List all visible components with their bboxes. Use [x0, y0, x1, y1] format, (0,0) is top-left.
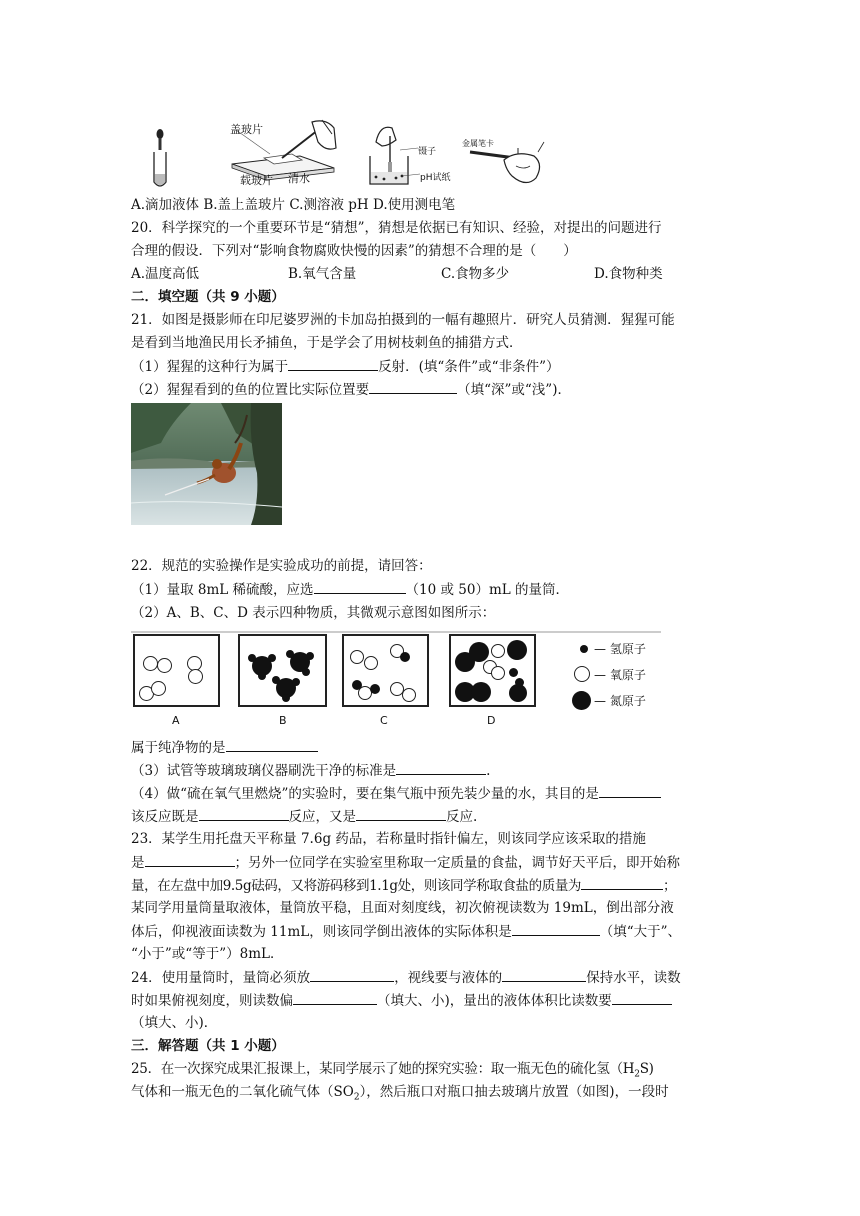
box-d	[449, 634, 536, 707]
box-d-label: D	[487, 714, 496, 727]
q20-stem-line2: 合理的假设．下列对“影响食物腐败快慢的因素”的猜想不合理的是（ ）	[131, 243, 577, 259]
q23-blank-1	[145, 852, 235, 867]
q21-stem-line1: 21．如图是摄影师在印尼婆罗洲的卡加岛拍摄到的一幅有趣照片．研究人员猜测．猩猩可能	[131, 312, 675, 328]
water-label: 清水	[288, 172, 310, 185]
q24-blank-4	[612, 990, 672, 1005]
dropper-test-tube-image	[148, 128, 172, 190]
q23-blank-3	[512, 921, 600, 936]
q22-blank-pure	[226, 737, 318, 752]
box-b-label: B	[279, 714, 287, 727]
q23-line5: 体后，仰视液面读数为 11mL，则该同学倒出液体的实际体积是 （填“大于”、	[131, 921, 681, 942]
box-a	[133, 634, 220, 707]
q20-option-b: B.氧气含量	[288, 266, 357, 282]
q23-line2: 是 ；另外一位同学在实验室里称取一定质量的食盐，调节好天平后，即开始称	[131, 852, 680, 873]
q24-blank-3	[293, 990, 377, 1005]
q22-part2: （2）A、B、C、D 表示四种物质，其微观示意图如图所示：	[131, 605, 496, 621]
q22-stem: 22．规范的实验操作是实验成功的前提，请回答：	[131, 558, 432, 574]
q22-blank-5	[199, 806, 289, 821]
ph-paper-label: pH试纸	[420, 173, 451, 183]
box-b	[238, 634, 327, 707]
q21-stem-line2: 是看到当地渔民用长矛捕鱼，于是学会了用树枝刺鱼的捕猎方式．	[131, 335, 523, 351]
q20-option-a: A.温度高低	[131, 266, 200, 282]
q22-blank-4	[599, 783, 661, 798]
legend-hydrogen: — 氢原子	[594, 642, 646, 656]
q21-part2: （2）猩猩看到的鱼的位置比实际位置要 （填“深”或“浅”)．	[131, 379, 571, 400]
legend-nitrogen: — 氮原子	[594, 694, 646, 708]
q23-line6: “小于”或“等于”）8mL．	[131, 946, 284, 962]
q24-blank-1	[310, 967, 394, 982]
oxygen-atom-legend-icon	[574, 666, 590, 682]
q21-blank-1	[288, 356, 378, 371]
q22-part1: （1）量取 8mL 稀硫酸，应选 （10 或 50）mL 的量筒．	[131, 579, 569, 600]
q22-blank-1	[314, 579, 406, 594]
q25-line2: 气体和一瓶无色的二氧化硫气体$(SO_2)$，然后瓶口对瓶口抽去玻璃片放置（如图)，一段时	[131, 1084, 669, 1103]
q19-options: A.滴加液体 B.盖上盖玻片 C.测溶液 pH D.使用测电笔	[131, 197, 456, 213]
legend-oxygen: — 氧原子	[594, 668, 646, 682]
q20-stem-line1: 20．科学探究的一个重要环节是“猜想”，猜想是依据已有知识、经验，对提出的问题进行	[131, 220, 662, 236]
q23-line4: 某同学用量筒量取液体，量筒放平稳，且面对刻度线，初次俯视读数为 19mL，倒出部分液	[131, 900, 674, 916]
q21-blank-2	[369, 379, 457, 394]
tweezers-label: 镊子	[418, 147, 437, 157]
q22-part4b: 该反应既是 反应，又是 反应.	[131, 806, 477, 827]
cover-slip-label: 盖玻片	[230, 123, 263, 136]
q22-blank-6	[356, 806, 446, 821]
q22-part4: （4）做“硫在氧气里燃烧”的实验时，要在集气瓶中预先装少量的水，其目的是	[131, 783, 661, 804]
q23-line3: 量，在左盘中加9.5g砝码，又将游码移到1.1g处，则该同学称取食盐的质量为 ；	[131, 875, 676, 896]
q24-line1: 24．使用量筒时，量筒必须放 ，视线要与液体的 保持水平，读数	[131, 967, 681, 988]
q20-option-d: D.食物种类	[594, 266, 663, 282]
q21-part1: （1）猩猩的这种行为属于 反射．(填“条件”或“非条件”）	[131, 356, 559, 377]
hydrogen-atom-legend-icon	[580, 645, 588, 653]
section-3-heading: 三．解答题（共 1 小题）	[131, 1038, 285, 1054]
q22-pure-substance: 属于纯净物的是	[131, 737, 318, 758]
box-c	[342, 634, 429, 707]
q24-line3: （填大、小)．	[131, 1015, 218, 1031]
q23-blank-2	[581, 875, 663, 890]
q20-option-c: C.食物多少	[441, 266, 510, 282]
box-a-label: A	[172, 714, 180, 727]
q24-blank-2	[502, 967, 586, 982]
orangutan-photo	[131, 403, 282, 525]
q24-line2: 时如果俯视刻度，则读数偏 （填大、小)，量出的液体体积比读数要	[131, 990, 672, 1011]
slide-label: 载玻片	[240, 174, 273, 187]
nitrogen-atom-legend-icon	[572, 691, 591, 710]
box-c-label: C	[380, 714, 388, 727]
q22-part3: （3）试管等玻璃玻璃仪器刷洗干净的标准是 .	[131, 760, 490, 781]
q25-line1: 25．在一次探究成果汇报课上，某同学展示了她的探究实验：取一瓶无色的硫化氢$(H_2S)$	[131, 1061, 654, 1080]
q23-line1: 23．某学生用托盘天平称量 7.6g 药品，若称量时指针偏左，则该同学应该采取的措施	[131, 831, 646, 847]
q22-blank-3	[396, 760, 486, 775]
pen-label: 金属笔卡	[462, 139, 494, 148]
section-2-heading: 二．填空题（共 9 小题）	[131, 289, 285, 305]
